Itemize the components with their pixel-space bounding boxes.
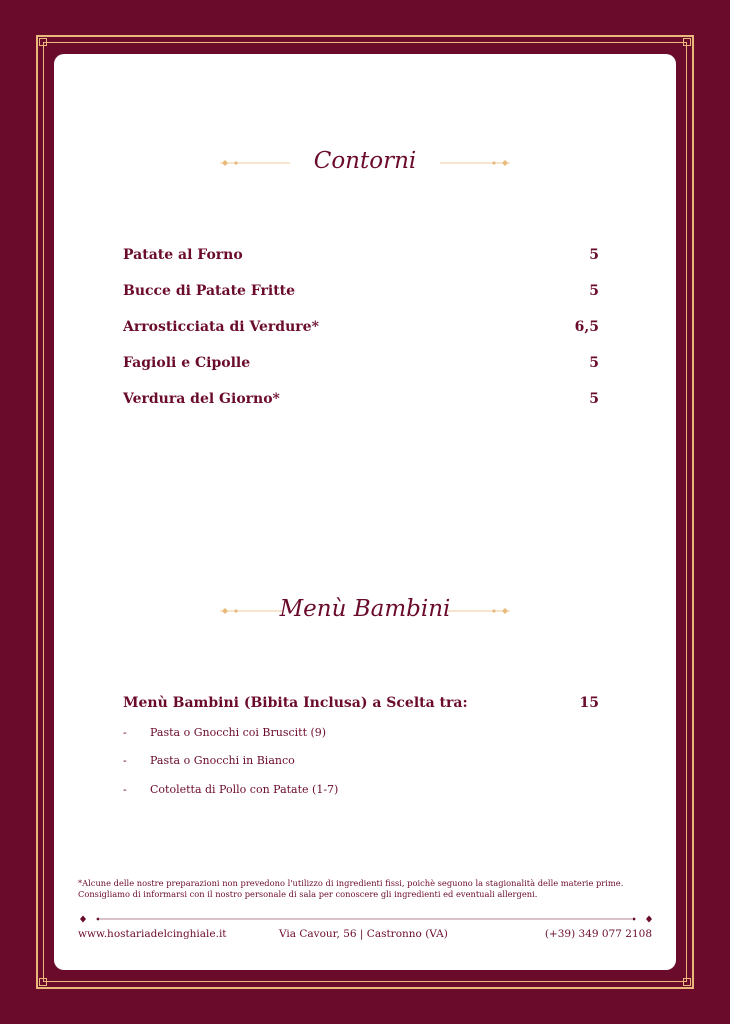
section-title-contorni: Contorni <box>313 148 417 174</box>
item-price: 5 <box>589 283 599 299</box>
menu-item <box>123 391 599 411</box>
section-title-bambini: Menù Bambini <box>279 596 451 622</box>
menu-item <box>123 283 599 303</box>
choice-text: Pasta o Gnocchi in Bianco <box>150 754 295 767</box>
menu-item <box>123 247 599 267</box>
item-price: 6,5 <box>574 319 599 335</box>
item-price: 5 <box>589 355 599 371</box>
corner-ornament <box>683 38 691 46</box>
address-text: Via Cavour, 56 | Castronno (VA) <box>279 928 448 940</box>
item-price: 5 <box>589 391 599 407</box>
item-name: Verdura del Giorno* <box>123 391 280 407</box>
corner-ornament <box>683 978 691 986</box>
list-dash: - <box>123 754 127 767</box>
menu-page <box>54 54 676 970</box>
choice-text: Pasta o Gnocchi coi Bruscitt (9) <box>150 726 327 739</box>
footer-divider <box>78 914 654 924</box>
item-name: Arrosticciata di Verdure* <box>123 319 319 335</box>
item-name: Bucce di Patate Fritte <box>123 283 296 299</box>
corner-ornament <box>39 978 47 986</box>
choice-text: Cotoletta di Pollo con Patate (1-7) <box>150 783 339 796</box>
corner-ornament <box>39 38 47 46</box>
item-name: Menù Bambini (Bibita Inclusa) a Scelta tra: <box>123 695 468 711</box>
menu-item <box>123 319 599 339</box>
item-price: 5 <box>589 247 599 263</box>
right-ornament-icon <box>440 158 510 168</box>
item-price: 15 <box>579 695 599 711</box>
list-dash: - <box>123 726 127 739</box>
phone-number[interactable]: (+39) 349 077 2108 <box>544 928 652 940</box>
note-line: Consigliamo di informarsi con il nostro personale di sala per conoscere gli ingredienti ed eventuali allergeni. <box>78 889 538 899</box>
item-name: Fagioli e Cipolle <box>123 355 251 371</box>
menu-item <box>123 355 599 375</box>
allergen-note <box>78 878 658 900</box>
right-ornament-icon <box>448 606 510 616</box>
note-line: *Alcune delle nostre preparazioni non prevedono l'utilizzo di ingredienti fissi, poichè seguono la stagionalità delle materie prime. <box>78 878 624 888</box>
website-link[interactable]: www.hostariadelcinghiale.it <box>78 928 227 940</box>
menu-item <box>123 695 599 715</box>
list-dash: - <box>123 783 127 796</box>
item-name: Patate al Forno <box>123 247 243 263</box>
